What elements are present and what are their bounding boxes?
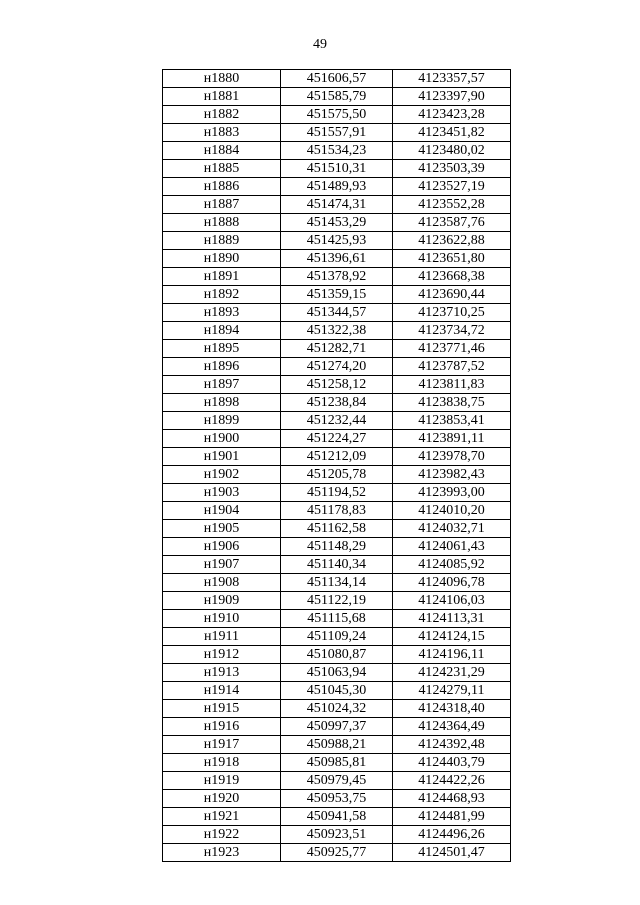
y-coordinate-cell: 4124501,47 bbox=[393, 844, 511, 862]
x-coordinate-cell: 451557,91 bbox=[281, 124, 393, 142]
point-id-cell: н1880 bbox=[163, 70, 281, 88]
point-id-cell: н1895 bbox=[163, 340, 281, 358]
point-id-cell: н1883 bbox=[163, 124, 281, 142]
point-id-cell: н1902 bbox=[163, 466, 281, 484]
point-id-cell: н1905 bbox=[163, 520, 281, 538]
x-coordinate-cell: 451453,29 bbox=[281, 214, 393, 232]
y-coordinate-cell: 4124032,71 bbox=[393, 520, 511, 538]
table-row bbox=[163, 430, 511, 448]
table-row bbox=[163, 142, 511, 160]
x-coordinate-cell: 450985,81 bbox=[281, 754, 393, 772]
point-id-cell: н1912 bbox=[163, 646, 281, 664]
point-id-cell: н1882 bbox=[163, 106, 281, 124]
table-row bbox=[163, 646, 511, 664]
x-coordinate-cell: 451510,31 bbox=[281, 160, 393, 178]
x-coordinate-cell: 451080,87 bbox=[281, 646, 393, 664]
table-row bbox=[163, 394, 511, 412]
point-id-cell: н1885 bbox=[163, 160, 281, 178]
table-row bbox=[163, 196, 511, 214]
point-id-cell: н1915 bbox=[163, 700, 281, 718]
y-coordinate-cell: 4123710,25 bbox=[393, 304, 511, 322]
table-row bbox=[163, 628, 511, 646]
x-coordinate-cell: 451489,93 bbox=[281, 178, 393, 196]
point-id-cell: н1906 bbox=[163, 538, 281, 556]
table-row bbox=[163, 412, 511, 430]
point-id-cell: н1886 bbox=[163, 178, 281, 196]
table-row bbox=[163, 214, 511, 232]
table-row bbox=[163, 376, 511, 394]
coordinates-table-body bbox=[163, 70, 511, 862]
point-id-cell: н1897 bbox=[163, 376, 281, 394]
table-row bbox=[163, 340, 511, 358]
x-coordinate-cell: 451232,44 bbox=[281, 412, 393, 430]
x-coordinate-cell: 451344,57 bbox=[281, 304, 393, 322]
y-coordinate-cell: 4123978,70 bbox=[393, 448, 511, 466]
y-coordinate-cell: 4123891,11 bbox=[393, 430, 511, 448]
x-coordinate-cell: 451378,92 bbox=[281, 268, 393, 286]
table-row bbox=[163, 520, 511, 538]
x-coordinate-cell: 451396,61 bbox=[281, 250, 393, 268]
y-coordinate-cell: 4123527,19 bbox=[393, 178, 511, 196]
table-row bbox=[163, 664, 511, 682]
x-coordinate-cell: 451224,27 bbox=[281, 430, 393, 448]
x-coordinate-cell: 450923,51 bbox=[281, 826, 393, 844]
x-coordinate-cell: 451274,20 bbox=[281, 358, 393, 376]
table-row bbox=[163, 718, 511, 736]
page-number: 49 bbox=[313, 37, 327, 52]
point-id-cell: н1889 bbox=[163, 232, 281, 250]
point-id-cell: н1901 bbox=[163, 448, 281, 466]
point-id-cell: н1911 bbox=[163, 628, 281, 646]
point-id-cell: н1887 bbox=[163, 196, 281, 214]
x-coordinate-cell: 450988,21 bbox=[281, 736, 393, 754]
point-id-cell: н1923 bbox=[163, 844, 281, 862]
y-coordinate-cell: 4123423,28 bbox=[393, 106, 511, 124]
x-coordinate-cell: 451606,57 bbox=[281, 70, 393, 88]
y-coordinate-cell: 4124010,20 bbox=[393, 502, 511, 520]
point-id-cell: н1881 bbox=[163, 88, 281, 106]
x-coordinate-cell: 451282,71 bbox=[281, 340, 393, 358]
point-id-cell: н1914 bbox=[163, 682, 281, 700]
y-coordinate-cell: 4124422,26 bbox=[393, 772, 511, 790]
x-coordinate-cell: 451109,24 bbox=[281, 628, 393, 646]
y-coordinate-cell: 4123668,38 bbox=[393, 268, 511, 286]
y-coordinate-cell: 4124231,29 bbox=[393, 664, 511, 682]
x-coordinate-cell: 451474,31 bbox=[281, 196, 393, 214]
table-row bbox=[163, 574, 511, 592]
y-coordinate-cell: 4124481,99 bbox=[393, 808, 511, 826]
point-id-cell: н1919 bbox=[163, 772, 281, 790]
y-coordinate-cell: 4123787,52 bbox=[393, 358, 511, 376]
table-row bbox=[163, 70, 511, 88]
table-row bbox=[163, 304, 511, 322]
table-row bbox=[163, 466, 511, 484]
point-id-cell: н1907 bbox=[163, 556, 281, 574]
table-row bbox=[163, 448, 511, 466]
y-coordinate-cell: 4124279,11 bbox=[393, 682, 511, 700]
x-coordinate-cell: 451024,32 bbox=[281, 700, 393, 718]
point-id-cell: н1898 bbox=[163, 394, 281, 412]
y-coordinate-cell: 4123811,83 bbox=[393, 376, 511, 394]
x-coordinate-cell: 450979,45 bbox=[281, 772, 393, 790]
y-coordinate-cell: 4123552,28 bbox=[393, 196, 511, 214]
point-id-cell: н1904 bbox=[163, 502, 281, 520]
x-coordinate-cell: 451322,38 bbox=[281, 322, 393, 340]
point-id-cell: н1899 bbox=[163, 412, 281, 430]
table-row bbox=[163, 502, 511, 520]
y-coordinate-cell: 4123357,57 bbox=[393, 70, 511, 88]
y-coordinate-cell: 4124096,78 bbox=[393, 574, 511, 592]
x-coordinate-cell: 450925,77 bbox=[281, 844, 393, 862]
table-row bbox=[163, 538, 511, 556]
y-coordinate-cell: 4124403,79 bbox=[393, 754, 511, 772]
y-coordinate-cell: 4124468,93 bbox=[393, 790, 511, 808]
y-coordinate-cell: 4124392,48 bbox=[393, 736, 511, 754]
table-row bbox=[163, 106, 511, 124]
table-row bbox=[163, 250, 511, 268]
point-id-cell: н1892 bbox=[163, 286, 281, 304]
table-row bbox=[163, 556, 511, 574]
x-coordinate-cell: 451425,93 bbox=[281, 232, 393, 250]
y-coordinate-cell: 4123853,41 bbox=[393, 412, 511, 430]
table-row bbox=[163, 358, 511, 376]
point-id-cell: н1918 bbox=[163, 754, 281, 772]
point-id-cell: н1903 bbox=[163, 484, 281, 502]
point-id-cell: н1920 bbox=[163, 790, 281, 808]
x-coordinate-cell: 451140,34 bbox=[281, 556, 393, 574]
point-id-cell: н1908 bbox=[163, 574, 281, 592]
point-id-cell: н1884 bbox=[163, 142, 281, 160]
point-id-cell: н1900 bbox=[163, 430, 281, 448]
table-row bbox=[163, 484, 511, 502]
x-coordinate-cell: 451115,68 bbox=[281, 610, 393, 628]
x-coordinate-cell: 451134,14 bbox=[281, 574, 393, 592]
table-row bbox=[163, 790, 511, 808]
table-row bbox=[163, 844, 511, 862]
y-coordinate-cell: 4123451,82 bbox=[393, 124, 511, 142]
table-row bbox=[163, 736, 511, 754]
x-coordinate-cell: 451359,15 bbox=[281, 286, 393, 304]
table-row bbox=[163, 124, 511, 142]
y-coordinate-cell: 4124196,11 bbox=[393, 646, 511, 664]
x-coordinate-cell: 451205,78 bbox=[281, 466, 393, 484]
x-coordinate-cell: 451063,94 bbox=[281, 664, 393, 682]
x-coordinate-cell: 451194,52 bbox=[281, 484, 393, 502]
point-id-cell: н1922 bbox=[163, 826, 281, 844]
table-row bbox=[163, 754, 511, 772]
point-id-cell: н1893 bbox=[163, 304, 281, 322]
point-id-cell: н1910 bbox=[163, 610, 281, 628]
x-coordinate-cell: 451575,50 bbox=[281, 106, 393, 124]
y-coordinate-cell: 4123690,44 bbox=[393, 286, 511, 304]
y-coordinate-cell: 4124085,92 bbox=[393, 556, 511, 574]
x-coordinate-cell: 451162,58 bbox=[281, 520, 393, 538]
y-coordinate-cell: 4123503,39 bbox=[393, 160, 511, 178]
point-id-cell: н1894 bbox=[163, 322, 281, 340]
table-row bbox=[163, 700, 511, 718]
table-row bbox=[163, 610, 511, 628]
y-coordinate-cell: 4123587,76 bbox=[393, 214, 511, 232]
x-coordinate-cell: 451148,29 bbox=[281, 538, 393, 556]
x-coordinate-cell: 451178,83 bbox=[281, 502, 393, 520]
y-coordinate-cell: 4123838,75 bbox=[393, 394, 511, 412]
point-id-cell: н1916 bbox=[163, 718, 281, 736]
table-row bbox=[163, 592, 511, 610]
table-row bbox=[163, 808, 511, 826]
table-row bbox=[163, 160, 511, 178]
y-coordinate-cell: 4124106,03 bbox=[393, 592, 511, 610]
point-id-cell: н1917 bbox=[163, 736, 281, 754]
coordinates-table bbox=[162, 69, 511, 862]
x-coordinate-cell: 450941,58 bbox=[281, 808, 393, 826]
y-coordinate-cell: 4124113,31 bbox=[393, 610, 511, 628]
table-row bbox=[163, 88, 511, 106]
point-id-cell: н1921 bbox=[163, 808, 281, 826]
y-coordinate-cell: 4124496,26 bbox=[393, 826, 511, 844]
x-coordinate-cell: 451122,19 bbox=[281, 592, 393, 610]
x-coordinate-cell: 451212,09 bbox=[281, 448, 393, 466]
table-row bbox=[163, 322, 511, 340]
table-row bbox=[163, 826, 511, 844]
point-id-cell: н1891 bbox=[163, 268, 281, 286]
point-id-cell: н1890 bbox=[163, 250, 281, 268]
point-id-cell: н1913 bbox=[163, 664, 281, 682]
y-coordinate-cell: 4123982,43 bbox=[393, 466, 511, 484]
y-coordinate-cell: 4123651,80 bbox=[393, 250, 511, 268]
y-coordinate-cell: 4124124,15 bbox=[393, 628, 511, 646]
y-coordinate-cell: 4123771,46 bbox=[393, 340, 511, 358]
y-coordinate-cell: 4123734,72 bbox=[393, 322, 511, 340]
y-coordinate-cell: 4123397,90 bbox=[393, 88, 511, 106]
y-coordinate-cell: 4123480,02 bbox=[393, 142, 511, 160]
x-coordinate-cell: 451258,12 bbox=[281, 376, 393, 394]
y-coordinate-cell: 4123622,88 bbox=[393, 232, 511, 250]
y-coordinate-cell: 4123993,00 bbox=[393, 484, 511, 502]
point-id-cell: н1896 bbox=[163, 358, 281, 376]
table-row bbox=[163, 268, 511, 286]
table-row bbox=[163, 286, 511, 304]
x-coordinate-cell: 451238,84 bbox=[281, 394, 393, 412]
y-coordinate-cell: 4124364,49 bbox=[393, 718, 511, 736]
x-coordinate-cell: 451585,79 bbox=[281, 88, 393, 106]
x-coordinate-cell: 451534,23 bbox=[281, 142, 393, 160]
table-row bbox=[163, 772, 511, 790]
x-coordinate-cell: 451045,30 bbox=[281, 682, 393, 700]
y-coordinate-cell: 4124318,40 bbox=[393, 700, 511, 718]
point-id-cell: н1909 bbox=[163, 592, 281, 610]
table-row bbox=[163, 682, 511, 700]
point-id-cell: н1888 bbox=[163, 214, 281, 232]
x-coordinate-cell: 450997,37 bbox=[281, 718, 393, 736]
y-coordinate-cell: 4124061,43 bbox=[393, 538, 511, 556]
table-row bbox=[163, 232, 511, 250]
table-row bbox=[163, 178, 511, 196]
x-coordinate-cell: 450953,75 bbox=[281, 790, 393, 808]
